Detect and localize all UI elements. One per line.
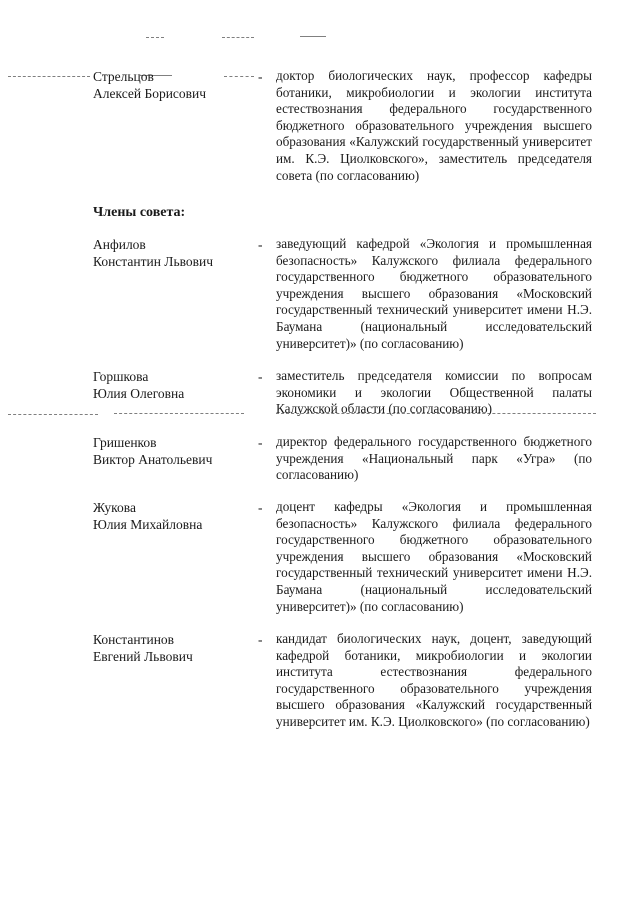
member-description: директор федерального государственного бюджетного учреждения «Национальный парк «Угра» (по согласованию) (276, 434, 592, 483)
separator-dash: - (258, 369, 263, 384)
member-description: кандидат биологических наук, доцент, заведующий кафедрой ботаники, микробиологии и экологии института естествознания федерального государственного образовательного учреждения высшего образования «Калужский государственный университет им. К.Э. Циолковского» (по согласованию) (276, 631, 592, 729)
member-surname: Жукова (93, 500, 136, 515)
member-given-name: Евгений Львович (93, 649, 193, 664)
member-surname: Стрельцов (93, 69, 154, 84)
scan-artifact-line (8, 414, 98, 415)
member-surname: Горшкова (93, 369, 149, 384)
member-surname: Гришенков (93, 435, 157, 450)
scan-artifact-line (146, 37, 164, 38)
section-title: Члены совета: (93, 205, 186, 220)
member-given-name: Виктор Анатольевич (93, 452, 213, 467)
separator-dash: - (258, 435, 263, 450)
member-given-name: Алексей Борисович (93, 86, 207, 101)
scan-artifact-line (8, 76, 90, 77)
separator-dash: - (258, 69, 263, 84)
member-given-name: Юлия Олеговна (93, 386, 185, 401)
member-surname: Анфилов (93, 237, 146, 252)
member-name (93, 368, 263, 402)
member-name (93, 68, 263, 102)
scan-artifact-line (114, 413, 244, 414)
member-given-name: Юлия Михайловна (93, 517, 203, 532)
separator-dash: - (258, 500, 263, 515)
member-surname: Константинов (93, 632, 175, 647)
separator-dash: - (258, 237, 263, 252)
member-given-name: Константин Львович (93, 254, 214, 269)
member-name (93, 236, 263, 270)
member-description: заместитель председателя комиссии по вопросам экономики и экологии Общественной палаты Калужской области (по согласованию) (276, 368, 592, 417)
scan-artifact-line (222, 37, 254, 38)
member-description: заведующий кафедрой «Экология и промышленная безопасность» Калужского филиала федерального государственного бюджетного образовательного учреждения высшего образования «Московский государственный технический университет имени Н.Э. Баумана (национальный исследовательский университет)» (по согласованию) (276, 236, 592, 351)
separator-dash: - (258, 632, 263, 647)
member-name (93, 631, 263, 665)
member-name (93, 434, 263, 468)
member-description: доцент кафедры «Экология и промышленная безопасность» Калужского филиала федерального государственного бюджетного образовательного учреждения высшего образования «Московский государственный технический университет имени Н.Э. Баумана (национальный исследовательский университет)» (по согласованию) (276, 499, 592, 614)
member-name (93, 499, 263, 533)
member-description: доктор биологических наук, профессор кафедры ботаники, микробиологии и экологии института естествознания федерального государственного бюджетного образовательного учреждения высшего образования «Калужский государственный университет им. К.Э. Циолковского», заместитель председателя совета (по согласованию) (276, 68, 592, 183)
scan-artifact-line (300, 36, 326, 37)
